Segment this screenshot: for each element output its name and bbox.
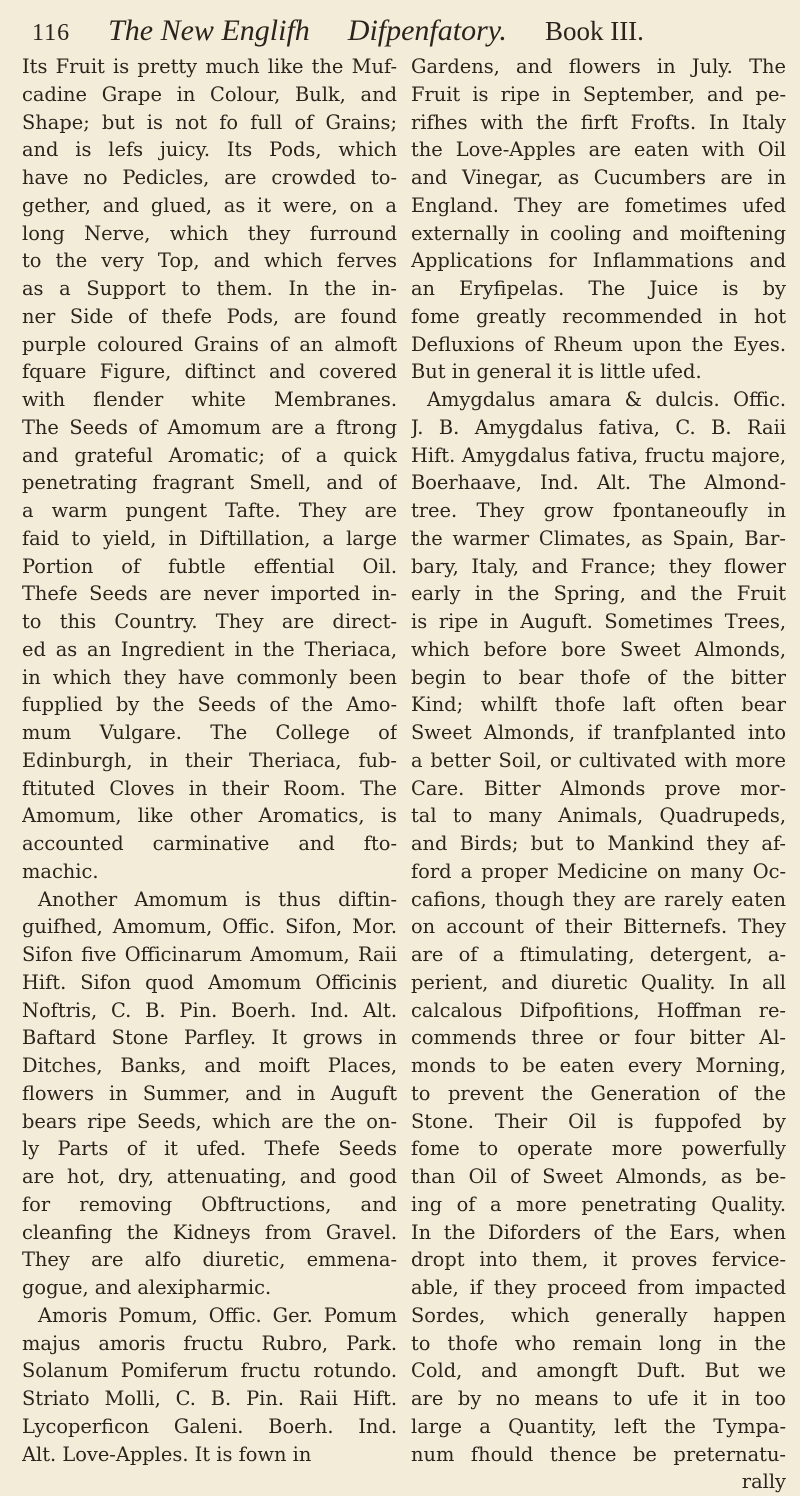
text-line: Amygdalus amara & dulcis. Offic. bbox=[427, 388, 786, 411]
text-line: have no Pedicles, are crowded to- bbox=[22, 166, 397, 189]
text-line: and Vinegar, as Cucumbers are in bbox=[411, 166, 786, 189]
running-head bbox=[32, 14, 786, 50]
text-line: begin to bear thofe of the bitter bbox=[411, 665, 786, 689]
left-column bbox=[22, 53, 397, 1496]
text-line: Care. Bitter Almonds prove mor- bbox=[411, 776, 786, 800]
text-line: in which they have commonly been bbox=[22, 665, 397, 689]
text-line: rally bbox=[741, 1470, 786, 1494]
text-line: to thofe who remain long in the bbox=[411, 1331, 786, 1355]
text-line: to prevent the Generation of the bbox=[411, 1081, 786, 1105]
text-line: to this Country. They are direct- bbox=[22, 610, 397, 633]
text-line: mum Vulgare. The College of bbox=[22, 721, 397, 744]
text-line: num fhould thence be preternatu- bbox=[411, 1442, 786, 1466]
text-line: long Nerve, which they furround bbox=[22, 221, 397, 245]
text-line: Lycoperficon Galeni. Boerh. Ind. bbox=[22, 1414, 397, 1438]
running-title-roman: The New Englifh bbox=[108, 14, 310, 47]
text-line: Striato Molli, C. B. Pin. Raii Hift. bbox=[22, 1387, 397, 1410]
text-line: the warmer Climates, as Spain, Bar- bbox=[411, 526, 786, 550]
text-line: able, if they proceed from impacted bbox=[411, 1276, 786, 1299]
text-line: Another Amomum is thus diftin- bbox=[38, 887, 397, 911]
text-line: The Seeds of Amomum are a ftrong bbox=[22, 415, 397, 439]
text-line: monds to be eaten every Morning, bbox=[411, 1054, 786, 1077]
text-line: are hot, dry, attenuating, and good bbox=[22, 1165, 397, 1188]
text-line: J. B. Amygdalus fativa, C. B. Raii bbox=[411, 415, 786, 439]
text-line: Portion of fubtle effential Oil. bbox=[22, 554, 397, 578]
text-line: They are alfo diuretic, emmena- bbox=[22, 1248, 397, 1272]
text-line: ing of a more penetrating Quality. bbox=[411, 1192, 786, 1216]
text-line: Amoris Pomum, Offic. Ger. Pomum bbox=[38, 1303, 397, 1327]
text-line: ner Side of thefe Pods, are found bbox=[22, 304, 397, 328]
text-line: gether, and glued, as it were, on a bbox=[22, 193, 397, 217]
text-line: guifhed, Amomum, Offic. Sifon, Mor. bbox=[22, 915, 397, 939]
text-line: are by no means to ufe it in too bbox=[411, 1387, 786, 1410]
text-line: which before bore Sweet Almonds, bbox=[411, 637, 786, 661]
text-line: the Love-Apples are eaten with Oil bbox=[411, 138, 786, 162]
text-line: Thefe Seeds are never imported in- bbox=[22, 582, 397, 606]
text-line: flowers in Summer, and in Auguft bbox=[22, 1081, 397, 1105]
text-line: than Oil of Sweet Almonds, as be- bbox=[411, 1165, 786, 1188]
text-line: majus amoris fructu Rubro, Park. bbox=[22, 1331, 397, 1355]
text-line: Alt. Love-Apples. It is fown in bbox=[22, 1442, 312, 1466]
text-line: perient, and diuretic Quality. In all bbox=[411, 970, 786, 994]
text-line: tree. They grow fpontaneoufly in bbox=[411, 499, 786, 522]
text-line: Sweet Almonds, if tranfplanted into bbox=[411, 721, 786, 744]
text-line: ford a proper Medicine on many Oc- bbox=[411, 859, 786, 883]
text-line: ly Parts of it ufed. Thefe Seeds bbox=[22, 1137, 397, 1161]
text-line: purple coloured Grains of an almoft bbox=[22, 332, 397, 356]
text-line: with flender white Membranes. bbox=[22, 388, 397, 411]
text-line: Sordes, which generally happen bbox=[411, 1303, 786, 1327]
text-line: Amomum, like other Aromatics, is bbox=[22, 804, 397, 828]
text-line: Shape; but is not fo full of Grains; bbox=[22, 110, 397, 134]
text-line: and grateful Aromatic; of a quick bbox=[22, 443, 397, 467]
text-line: a warm pungent Tafte. They are bbox=[22, 499, 397, 522]
text-line: an Eryfipelas. The Juice is by bbox=[411, 277, 786, 300]
text-line: bears ripe Seeds, which are the on- bbox=[22, 1109, 397, 1133]
text-line: and is lefs juicy. Its Pods, which bbox=[22, 138, 397, 162]
text-line: fquare Figure, diftinct and covered bbox=[22, 360, 397, 384]
text-line: early in the Spring, and the Fruit bbox=[411, 582, 786, 606]
text-line: Stone. Their Oil is fuppofed by bbox=[411, 1109, 786, 1133]
text-line: ftituted Cloves in their Room. The bbox=[22, 776, 397, 800]
text-line: Fruit is ripe in September, and pe- bbox=[411, 82, 786, 106]
text-line: and Birds; but to Mankind they af- bbox=[411, 832, 786, 855]
text-line: large a Quantity, left the Tympa- bbox=[411, 1414, 786, 1438]
text-line: Its Fruit is pretty much like the Muf- bbox=[22, 55, 397, 78]
text-line: Solanum Pomiferum fructu rotundo. bbox=[22, 1359, 397, 1383]
page-number: 116 bbox=[32, 20, 71, 46]
text-columns bbox=[22, 53, 786, 1496]
text-line: In the Diforders of the Ears, when bbox=[411, 1220, 786, 1244]
text-line: But in general it is little ufed. bbox=[411, 360, 702, 384]
text-line: Hift. Amygdalus fativa, fructu majore, bbox=[411, 443, 786, 467]
text-line: fupplied by the Seeds of the Amo- bbox=[22, 693, 397, 717]
text-line: Cold, and amongft Duft. But we bbox=[411, 1359, 786, 1383]
text-line: dropt into them, it proves fervice- bbox=[411, 1248, 786, 1272]
text-line: Edinburgh, in their Theriaca, fub- bbox=[22, 748, 397, 772]
text-line: externally in cooling and moiftening bbox=[411, 221, 786, 245]
running-title-italic: Difpenfatory. bbox=[347, 14, 507, 47]
text-line: are of a ftimulating, detergent, a- bbox=[411, 943, 786, 966]
text-line: Applications for Inflammations and bbox=[411, 249, 786, 273]
text-line: gogue, and alexipharmic. bbox=[22, 1276, 272, 1299]
right-column bbox=[411, 53, 786, 1496]
text-line: penetrating fragrant Smell, and of bbox=[22, 471, 397, 495]
text-line: cadine Grape in Colour, Bulk, and bbox=[22, 82, 397, 106]
text-line: a better Soil, or cultivated with more bbox=[411, 748, 786, 772]
text-line: on account of their Bitternefs. They bbox=[411, 915, 786, 939]
text-line: faid to yield, in Diftillation, a large bbox=[22, 526, 397, 550]
text-line: as a Support to them. In the in- bbox=[22, 277, 397, 300]
text-line: commends three or four bitter Al- bbox=[411, 1026, 786, 1050]
text-line: fome greatly recommended in hot bbox=[411, 304, 786, 328]
text-line: bary, Italy, and France; they flower bbox=[411, 554, 786, 578]
text-line: to the very Top, and which ferves bbox=[22, 249, 397, 273]
text-line: rifhes with the firft Frofts. In Italy bbox=[411, 110, 786, 134]
text-line: Gardens, and flowers in July. The bbox=[411, 55, 786, 78]
text-line: cleanfing the Kidneys from Gravel. bbox=[22, 1220, 397, 1244]
text-line: ed as an Ingredient in the Theriaca, bbox=[22, 637, 397, 661]
text-line: England. They are fometimes ufed bbox=[411, 193, 786, 217]
book-number: Book III. bbox=[544, 16, 644, 46]
text-line: Defluxions of Rheum upon the Eyes. bbox=[411, 332, 786, 356]
text-line: fome to operate more powerfully bbox=[411, 1137, 786, 1161]
text-line: Hift. Sifon quod Amomum Officinis bbox=[22, 970, 397, 994]
text-line: machic. bbox=[22, 859, 99, 883]
text-line: accounted carminative and fto- bbox=[22, 832, 397, 855]
text-line: Ditches, Banks, and moift Places, bbox=[22, 1054, 397, 1077]
text-line: Baftard Stone Parfley. It grows in bbox=[22, 1026, 397, 1050]
text-line: calcalous Difpofitions, Hoffman re- bbox=[411, 998, 786, 1022]
text-line: tal to many Animals, Quadrupeds, bbox=[411, 804, 786, 828]
text-line: Kind; whilft thofe laft often bear bbox=[411, 693, 786, 717]
text-line: Noftris, C. B. Pin. Boerh. Ind. Alt. bbox=[22, 998, 397, 1022]
text-line: cafions, though they are rarely eaten bbox=[411, 887, 786, 911]
text-line: is ripe in Auguft. Sometimes Trees, bbox=[411, 610, 786, 633]
text-line: for removing Obftructions, and bbox=[22, 1192, 397, 1216]
text-line: Sifon five Officinarum Amomum, Raii bbox=[22, 943, 397, 966]
text-line: Boerhaave, Ind. Alt. The Almond- bbox=[411, 471, 786, 495]
